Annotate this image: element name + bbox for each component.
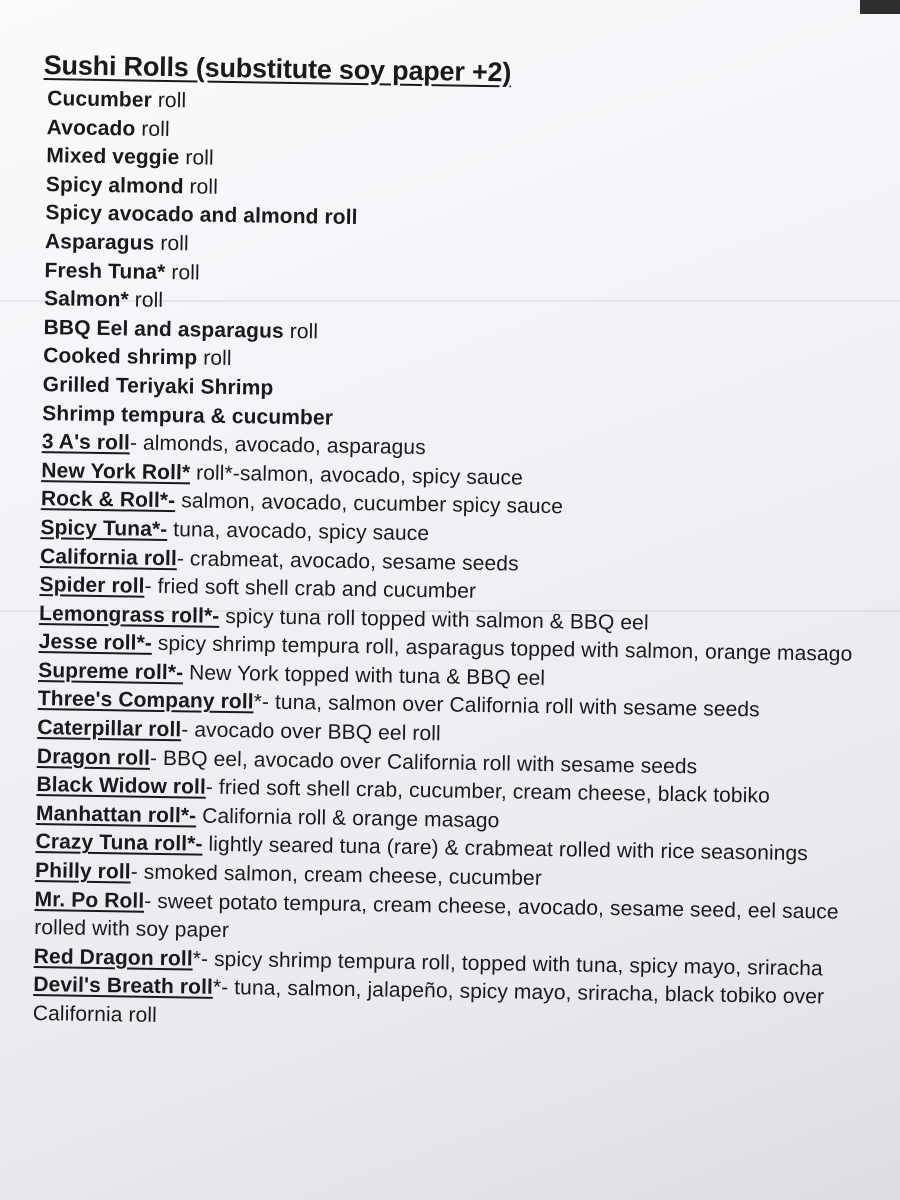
- menu-item: [25, 971, 871, 1041]
- menu-item-description: - smoked salmon, cream cheese, cucumber: [130, 860, 543, 891]
- menu-item-description: lightly seared tuna (rare) & crabmeat rolled with rice seasonings: [202, 833, 809, 866]
- menu-item-name: California roll: [39, 544, 178, 570]
- menu-item-name: Rock & Roll*-: [40, 487, 176, 513]
- menu-item-name: 3 A's roll: [41, 430, 131, 455]
- menu-item-name: Fresh Tuna*: [44, 258, 166, 284]
- menu-item-description: - almonds, avocado, asparagus: [129, 431, 426, 460]
- menu-item-name: Spicy avocado and almond roll: [45, 201, 358, 230]
- menu-item-description: - sweet potato tempura, cream cheese, avocado, sesame seed, eel sauce rolled with soy paper: [34, 889, 839, 943]
- menu-item-description: roll: [135, 117, 170, 141]
- menu-item-description: roll: [197, 346, 232, 371]
- menu-item-description: *- tuna, salmon, jalapeño, spicy mayo, sriracha, black tobiko over California roll: [32, 976, 825, 1027]
- menu-item-name: Dragon roll: [36, 744, 151, 770]
- menu-item-name: Black Widow roll: [36, 773, 207, 799]
- menu-item-name: Mr. Po Roll: [34, 887, 145, 913]
- menu-item-description: - fried soft shell crab and cucumber: [144, 574, 477, 604]
- menu-item-description: roll: [128, 288, 164, 313]
- menu-item-name: Supreme roll*-: [38, 658, 184, 685]
- menu-item-description: - avocado over BBQ eel roll: [181, 718, 441, 746]
- menu-item-name: Caterpillar roll: [37, 716, 182, 742]
- menu-item-name: Three's Company roll: [37, 687, 254, 714]
- menu-list: [25, 85, 885, 1042]
- menu-item-name: Philly roll: [34, 859, 131, 884]
- menu-item-name: Jesse roll*-: [38, 630, 153, 656]
- menu-item-description: spicy shrimp tempura roll, asparagus topped with salmon, orange masago: [151, 632, 853, 667]
- background-corner: [860, 0, 900, 14]
- menu-item-name: Crazy Tuna roll*-: [35, 830, 203, 857]
- menu-sheet: [25, 50, 885, 1042]
- menu-item-name: New York Roll*: [41, 458, 191, 485]
- menu-item-description: - crabmeat, avocado, sesame seeds: [176, 546, 519, 576]
- menu-item-name: Mixed veggie: [46, 144, 180, 170]
- menu-item-description: spicy tuna roll topped with salmon & BBQ eel: [219, 604, 649, 635]
- menu-item-name: Cooked shrimp: [43, 344, 198, 370]
- menu-item-name: Grilled Teriyaki Shrimp: [42, 373, 274, 400]
- menu-item-description: New York topped with tuna & BBQ eel: [182, 661, 546, 690]
- menu-item-description: - fried soft shell crab, cucumber, cream cheese, black tobiko: [205, 775, 771, 808]
- menu-item-description: - BBQ eel, avocado over California roll with sesame seeds: [149, 746, 698, 779]
- menu-item-description: *- spicy shrimp tempura roll, topped with tuna, spicy mayo, sriracha: [192, 947, 823, 981]
- menu-item-name: Devil's Breath roll: [33, 973, 214, 1000]
- menu-item-description: roll: [183, 175, 219, 199]
- menu-item-description: roll*-salmon, avocado, spicy sauce: [190, 461, 524, 490]
- menu-item-name: Spicy Tuna*-: [40, 515, 168, 541]
- menu-item-description: roll: [179, 146, 214, 170]
- menu-item-description: tuna, avocado, spicy sauce: [167, 517, 430, 546]
- menu-item-name: Spicy almond: [45, 172, 184, 199]
- menu-item-description: roll: [154, 231, 189, 256]
- menu-item-description: roll: [165, 260, 200, 285]
- menu-item-description: roll: [283, 319, 319, 344]
- menu-item-description: California roll & orange masago: [196, 804, 500, 833]
- menu-item-name: Manhattan roll*-: [35, 801, 197, 828]
- menu-item-description: roll: [151, 88, 187, 113]
- menu-item-description: *- tuna, salmon over California roll with sesame seeds: [253, 690, 760, 722]
- menu-item-name: Avocado: [46, 115, 136, 141]
- menu-title: Sushi Rolls (substitute soy paper +2): [43, 50, 512, 88]
- menu-item-name: Cucumber: [47, 87, 153, 112]
- menu-item-name: Shrimp tempura & cucumber: [42, 401, 334, 430]
- menu-item-name: BBQ Eel and asparagus: [43, 315, 284, 343]
- menu-item-name: Asparagus: [44, 230, 155, 255]
- menu-item-name: Lemongrass roll*-: [38, 601, 220, 628]
- menu-item-name: Salmon*: [43, 287, 129, 312]
- menu-item-name: Spider roll: [39, 573, 145, 598]
- menu-item-name: Red Dragon roll: [33, 944, 193, 971]
- menu-item-description: salmon, avocado, cucumber spicy sauce: [175, 489, 564, 519]
